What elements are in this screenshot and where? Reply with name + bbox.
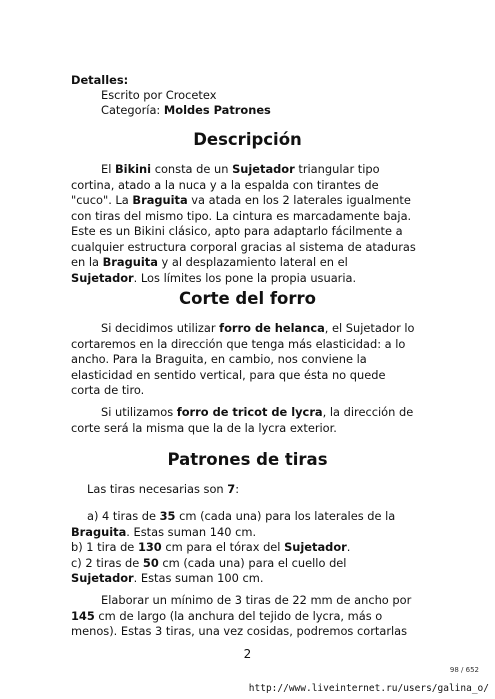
bold-text: Bikini [114, 162, 152, 176]
text-span: . Estas suman 100 cm. [133, 571, 264, 585]
bold-text: Sujetador [71, 571, 134, 585]
text-span: . [346, 540, 351, 554]
text-line [71, 609, 441, 625]
text-span: , el Sujetador lo [324, 321, 415, 335]
text-span: elasticidad en sentido vertical, para que ésta no quede [71, 367, 386, 382]
bold-text: forro de helanca [219, 321, 325, 335]
text-span: ancho. Para la Braguita, en cambio, nos conviene la [71, 352, 367, 366]
corte-heading: Corte del forro [179, 289, 316, 308]
bold-text: 50 [142, 555, 159, 570]
category-value: Moldes Patrones [163, 103, 271, 117]
category-prefix: Categoría: [101, 103, 164, 117]
text-line [71, 193, 441, 209]
text-line [71, 178, 441, 194]
bold-text: Sujetador [232, 162, 295, 176]
text-line [101, 162, 471, 178]
patrones-heading: Patrones de tiras [167, 450, 328, 469]
text-span: a) 4 tiras de [87, 509, 160, 523]
text-span: corte será la misma que la de la lycra exterior. [71, 420, 337, 435]
page-number: 2 [243, 647, 252, 661]
page-counter: 98 / 652 [449, 666, 479, 674]
text-span: . Estas suman 140 cm. [126, 524, 257, 539]
bold-text: 35 [159, 509, 176, 523]
text-span: cm para el tórax del [161, 540, 285, 554]
text-span: en la [71, 255, 103, 269]
text-span: b) 1 tira de [71, 540, 138, 554]
text-span: va atada en los 2 laterales igualmente [187, 193, 411, 207]
text-line [101, 405, 471, 421]
text-span: "cuco". La [71, 193, 133, 207]
text-span: El [101, 162, 115, 176]
text-line [71, 525, 441, 541]
text-line [71, 571, 441, 587]
bold-text: Braguita [102, 255, 158, 269]
text-line [101, 593, 471, 609]
text-line [71, 209, 441, 225]
text-line [71, 337, 441, 353]
text-line [71, 240, 441, 256]
text-span: : [235, 482, 240, 496]
details-label: Detalles: [71, 73, 129, 87]
text-span: cm (cada una) para los laterales de la [175, 509, 396, 523]
text-span: Si utilizamos [101, 405, 177, 419]
bold-text: Sujetador [71, 270, 134, 285]
bold-text: forro de tricot de lycra [176, 405, 323, 419]
bold-text: Sujetador [284, 540, 347, 554]
text-line [101, 321, 471, 337]
text-span: cortina, atado a la nuca y a la espalda con tirantes de [71, 177, 379, 192]
text-line [71, 368, 441, 384]
text-span: , la dirección de [322, 405, 414, 419]
descripcion-heading: Descripción [193, 130, 302, 149]
text-span: triangular tipo [294, 162, 380, 176]
category-line [101, 103, 471, 119]
text-span: cm (cada una) para el cuello del [158, 555, 347, 570]
bold-text: Braguita [71, 524, 127, 539]
text-span: Las tiras necesarias son [87, 482, 228, 496]
text-span: menos). Estas 3 tiras, una vez cosidas, podremos cortarlas [71, 624, 408, 638]
bold-text: 130 [137, 540, 162, 554]
text-line [87, 482, 457, 498]
text-span: corta de tiro. [71, 383, 145, 397]
text-span: cortaremos en la dirección que tenga más elasticidad: a lo [71, 336, 406, 351]
text-line [71, 556, 441, 572]
text-line [71, 352, 441, 368]
text-span: cualquier estructura corporal gracias al sistema de ataduras [71, 239, 416, 254]
text-line [87, 509, 457, 525]
text-span: con tiras del mismo tipo. La cintura es marcadamente baja. [71, 208, 412, 223]
text-span: Este es un Bikini clásico, apto para adaptarlo fácilmente a [71, 224, 403, 238]
text-line [71, 540, 441, 556]
bold-text: Braguita [132, 193, 188, 207]
text-span: cm de largo (la anchura del tejido de lycra, más o [94, 608, 383, 623]
text-line [71, 224, 441, 240]
text-span: Si decidimos utilizar [101, 321, 220, 335]
author-line: Escrito por Crocetex [101, 88, 217, 102]
text-line [71, 271, 441, 287]
bold-text: 145 [71, 608, 95, 623]
text-span: consta de un [151, 162, 233, 176]
bold-text: 7 [227, 482, 236, 496]
text-line [71, 421, 441, 437]
text-line [71, 255, 441, 271]
text-span: Elaborar un mínimo de 3 tiras de 22 mm de ancho por [101, 593, 412, 607]
source-url[interactable]: http://www.liveinternet.ru/users/galina_o/ [248, 683, 489, 694]
text-line [71, 383, 441, 399]
text-span: . Los límites los pone la propia usuaria. [133, 270, 357, 285]
text-span: c) 2 tiras de [71, 555, 143, 570]
text-line [71, 624, 441, 640]
text-span: y al desplazamiento lateral en el [157, 255, 348, 269]
